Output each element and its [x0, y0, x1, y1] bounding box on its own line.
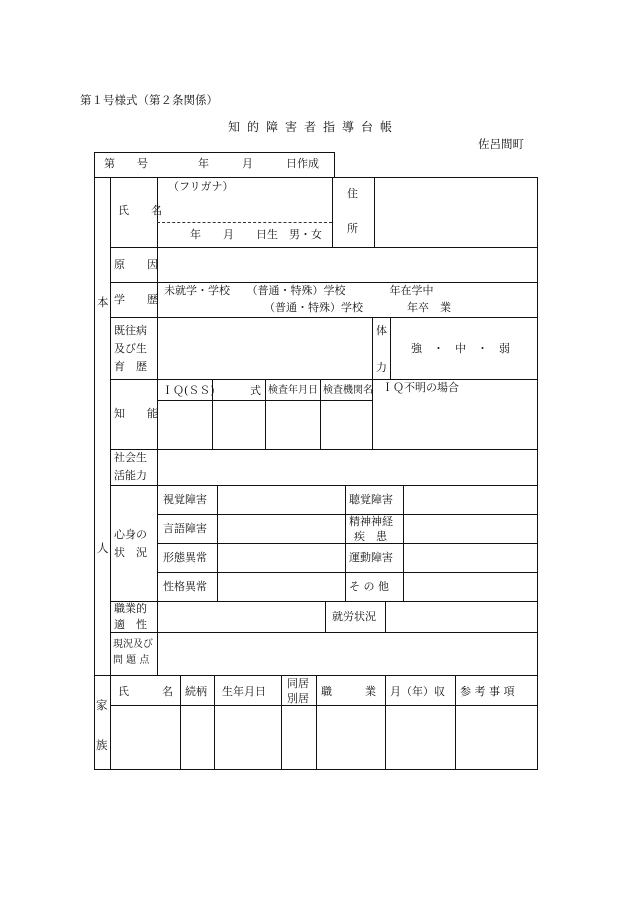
education-line-1: 未就学・学校 （普通・特殊）学校 年在学中 — [164, 284, 434, 297]
social-label-2: 活能力 — [114, 469, 147, 482]
furigana-label: （フリガナ） — [168, 180, 234, 193]
mental-disorder-label-1: 精神神経 — [349, 515, 393, 528]
form-abnormality-label: 形態異常 — [163, 551, 207, 564]
history-label-3: 育 歴 — [114, 360, 147, 373]
condition-label-2: 状 況 — [114, 546, 147, 559]
social-label-1: 社会生 — [114, 451, 147, 464]
exam-date-label: 検査年月日 — [268, 385, 318, 396]
mental-disorder-label-2: 疾 患 — [354, 530, 387, 543]
employment-label: 就労状況 — [332, 610, 376, 623]
document-title: 知的障害者指導台帳 — [228, 120, 400, 134]
physique-options: 強 ・ 中 ・ 弱 — [411, 342, 510, 355]
section-label-family-1: 家 — [96, 698, 108, 712]
vocation-label-1: 職業的 — [114, 602, 147, 615]
cause-label: 原 因 — [114, 258, 158, 271]
family-col-birth: 生年月日 — [222, 685, 266, 698]
education-line-2: （普通・特殊）学校 年卒 業 — [264, 301, 451, 314]
family-col-cohabit-1: 同居 — [287, 677, 309, 690]
issues-label-1: 現況及び — [113, 639, 153, 650]
iq-unknown-label: ＩＱ不明の場合 — [382, 381, 459, 394]
vocation-label-2: 適 性 — [114, 618, 147, 631]
physique-label-2: 力 — [376, 361, 387, 374]
history-label-1: 既往病 — [114, 324, 147, 337]
number-label: 第 号 — [104, 157, 148, 170]
date-created-label: 年 月 日作成 — [198, 157, 319, 170]
intelligence-label: 知 能 — [114, 407, 158, 420]
address-label-1: 住 — [347, 187, 358, 200]
family-col-notes: 参 考 事 項 — [460, 685, 515, 698]
motor-impairment-label: 運動障害 — [349, 551, 393, 564]
section-label-person-1: 本 — [97, 295, 109, 309]
hearing-impairment-label: 聴覚障害 — [349, 493, 393, 506]
form-number: 第１号様式（第２条関係） — [80, 93, 218, 107]
family-col-name: 氏 名 — [118, 685, 173, 698]
address-label-2: 所 — [347, 222, 358, 235]
family-col-job: 職 業 — [321, 685, 376, 698]
family-col-cohabit-2: 別居 — [287, 692, 309, 705]
town-name: 佐呂間町 — [478, 137, 524, 151]
formula-label: 式 — [250, 384, 261, 397]
section-label-person-2: 人 — [97, 541, 109, 555]
speech-impairment-label: 言語障害 — [163, 522, 207, 535]
birth-gender-label: 年 月 日生 男・女 — [190, 228, 322, 241]
education-label: 学 歴 — [114, 293, 158, 306]
family-col-income: 月（年）収 — [390, 685, 445, 698]
physique-label-1: 体 — [376, 324, 387, 337]
name-label: 氏 名 — [118, 204, 162, 217]
exam-org-label: 検査機関名 — [323, 385, 373, 396]
section-label-family-2: 族 — [96, 738, 108, 752]
history-label-2: 及び生 — [114, 342, 147, 355]
condition-label-1: 心身の — [114, 528, 147, 541]
iq-label: ＩＱ(ＳＳ) — [162, 384, 215, 397]
visual-impairment-label: 視覚障害 — [163, 493, 207, 506]
personality-abnormality-label: 性格異常 — [163, 580, 207, 593]
family-col-relation: 続柄 — [185, 685, 207, 698]
issues-label-2: 問 題 点 — [113, 655, 150, 666]
other-label: そ の 他 — [349, 580, 389, 593]
